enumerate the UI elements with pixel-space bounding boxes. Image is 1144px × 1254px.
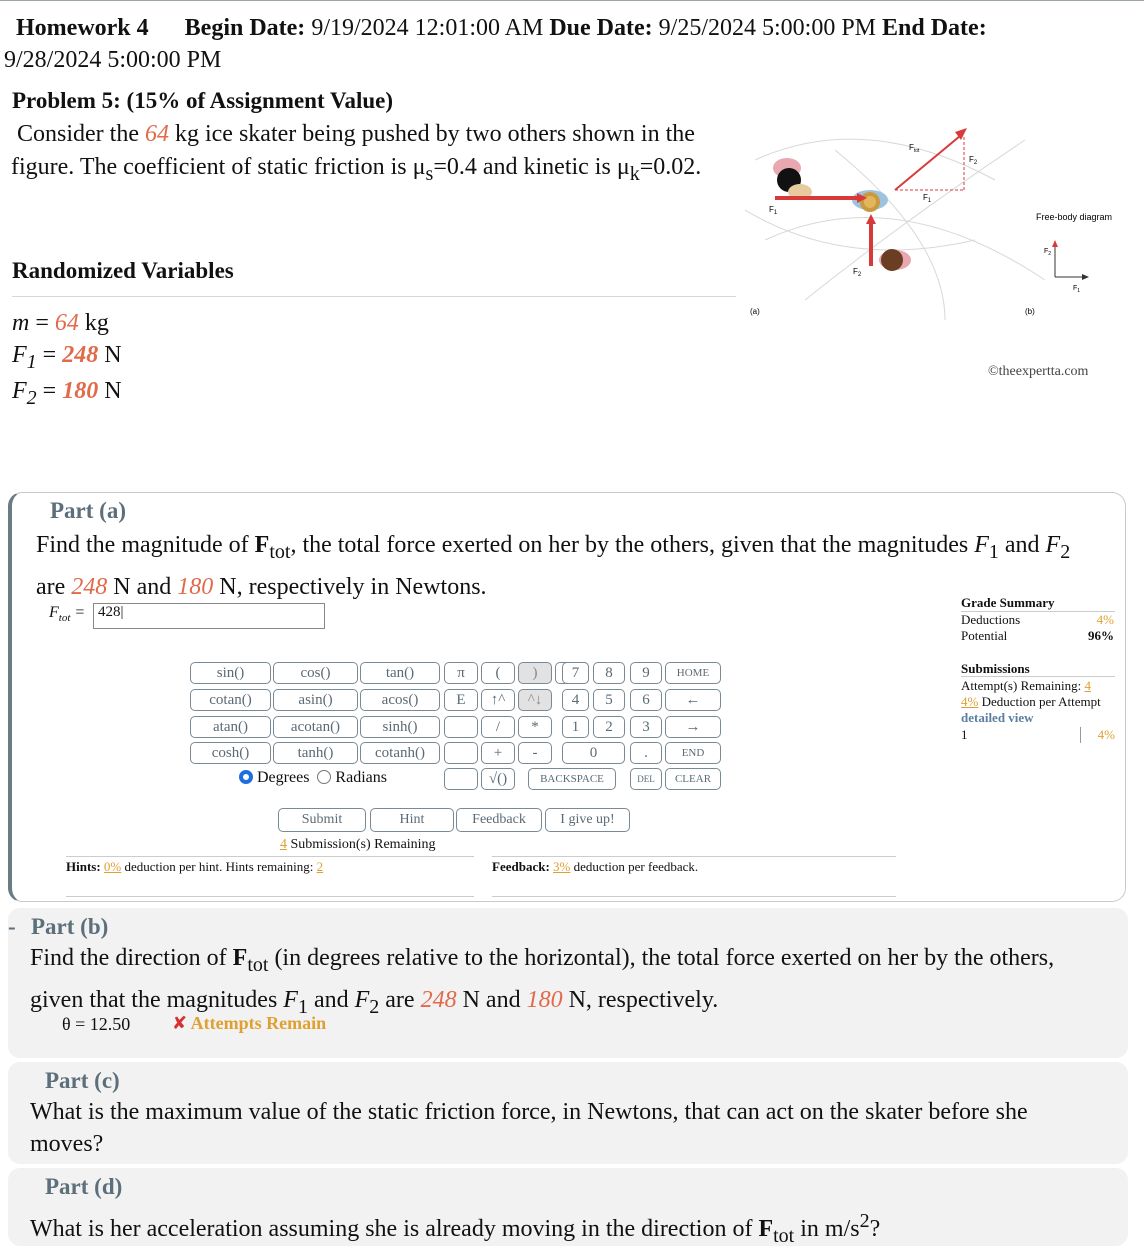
variable-f2: $F_2 = 180$ N <box>12 378 122 409</box>
key-acos[interactable]: acos() <box>360 689 440 711</box>
part-c-question: What is the maximum value of the static friction force, in Newtons, that can act on the skater before she moves? <box>30 1099 1028 1157</box>
key-rparen[interactable]: ) <box>518 662 552 684</box>
radians-radio[interactable] <box>317 770 331 784</box>
key-atan[interactable]: atan() <box>190 716 271 738</box>
divider <box>961 676 1115 677</box>
end-date: 9/28/2024 5:00:00 PM <box>4 47 222 73</box>
key-3[interactable]: 3 <box>630 716 662 738</box>
divider <box>66 856 474 857</box>
top-border <box>0 0 1144 1</box>
variable-m: m = 64 kg <box>12 310 109 336</box>
hints-info: Hints: 0% deduction per hint. Hints remaining: 2 <box>66 859 324 874</box>
key-sin[interactable]: sin() <box>190 662 271 684</box>
key-cos[interactable]: cos() <box>273 662 358 684</box>
key-6[interactable]: 6 <box>630 689 662 711</box>
figure-label-a: (a) <box>750 307 760 316</box>
potential-value: 96% <box>1088 628 1114 643</box>
divider <box>12 296 736 297</box>
key-lparen[interactable]: ( <box>481 662 515 684</box>
deduction-per-attempt: 4% Deduction per Attempt <box>961 694 1101 709</box>
key-blank-2[interactable] <box>444 742 478 764</box>
submissions-remaining: 4 Submission(s) Remaining <box>280 837 436 852</box>
key-2[interactable]: 2 <box>593 716 625 738</box>
key-backspace[interactable]: BACKSPACE <box>528 768 616 790</box>
key-end[interactable]: END <box>665 742 721 764</box>
key-up[interactable]: ↑^ <box>481 689 515 711</box>
key-acotan[interactable]: acotan() <box>273 716 358 738</box>
key-sqrt[interactable]: √() <box>481 768 515 790</box>
label-f2-a: $F_2$ <box>853 267 862 278</box>
key-1[interactable]: 1 <box>562 716 589 738</box>
feedback-info: Feedback: 3% deduction per feedback. <box>492 859 699 874</box>
key-pi[interactable]: π <box>444 662 478 684</box>
key-clear[interactable]: CLEAR <box>665 768 721 790</box>
key-4[interactable]: 4 <box>562 689 589 711</box>
due-date: 9/25/2024 5:00:00 PM <box>658 15 877 41</box>
submit-button[interactable]: Submit <box>278 808 366 832</box>
end-label: End Date: <box>882 15 987 41</box>
feedback-button[interactable]: Feedback <box>456 808 542 832</box>
randomized-variables-title: Randomized Variables <box>12 258 234 283</box>
divider <box>492 856 896 857</box>
fbd-f1: $F_1$ <box>1073 285 1081 294</box>
key-tanh[interactable]: tanh() <box>273 742 358 764</box>
submissions-title: Submissions <box>961 661 1030 676</box>
deductions-label: Deductions <box>961 612 1021 627</box>
fbd-title: Free-body diagram <box>1036 212 1113 222</box>
key-8[interactable]: 8 <box>593 662 625 684</box>
divider <box>492 896 896 897</box>
key-cosh[interactable]: cosh() <box>190 742 271 764</box>
degrees-radio[interactable] <box>239 770 253 784</box>
key-divide[interactable]: / <box>481 716 515 738</box>
label-f1-a: $F_1$ <box>769 205 778 216</box>
part-a-question: Find the magnitude of $F_{tot}$, the total force exerted on her by the others, given that the magnitudes $F_1$ and $F_2$ are 248 N and 180 N, respectively in Newtons. <box>36 532 1071 600</box>
variable-f1: $F_1 = 248$ N <box>12 342 122 373</box>
part-d-question: What is her acceleration assuming she is already moving in the direction of $F_{tot}$ in $m/s^2$? <box>30 1210 881 1247</box>
attempts-remaining: Attempt(s) Remaining: 4 <box>961 678 1091 693</box>
due-label: Due Date: <box>549 15 653 41</box>
key-home[interactable]: HOME <box>665 662 721 684</box>
key-asin[interactable]: asin() <box>273 689 358 711</box>
fbd-f2: $F_2$ <box>1044 248 1052 257</box>
key-plus[interactable]: + <box>481 742 515 764</box>
label-f2-right: $F_2$ <box>969 155 978 166</box>
problem-title: Problem 5: (15% of Assignment Value) <box>12 88 393 113</box>
part-a-title: Part (a) <box>50 498 126 523</box>
deductions-value: 4% <box>1096 612 1114 627</box>
part-d-title: Part (d) <box>45 1174 123 1199</box>
key-cotanh[interactable]: cotanh() <box>360 742 440 764</box>
label-f1-right: $F_1$ <box>923 193 932 204</box>
key-9[interactable]: 9 <box>630 662 662 684</box>
potential-label: Potential <box>961 628 1008 643</box>
figure-label-b: (b) <box>1025 307 1035 316</box>
label-ftot: $F_{tot}$ <box>909 143 920 154</box>
part-b-status: ✘ Attempts Remain <box>172 1013 327 1033</box>
detailed-view-link[interactable]: detailed view <box>961 710 1034 725</box>
key-down[interactable]: ^↓ <box>518 689 552 711</box>
part-b-title: Part (b) <box>31 914 109 939</box>
key-multiply[interactable]: * <box>518 716 552 738</box>
answer-input[interactable]: 428| <box>93 603 325 629</box>
begin-label: Begin Date: <box>184 15 306 41</box>
part-b-answer: θ = 12.50 <box>62 1014 131 1034</box>
key-sinh[interactable]: sinh() <box>360 716 440 738</box>
key-right[interactable]: → <box>665 716 721 738</box>
part-c-title: Part (c) <box>45 1068 120 1093</box>
key-left[interactable]: ← <box>665 689 721 711</box>
assignment-header <box>4 12 1134 76</box>
key-e[interactable]: E <box>444 689 478 711</box>
key-0[interactable]: 0 <box>562 742 625 764</box>
key-dot[interactable]: . <box>630 742 662 764</box>
key-cotan[interactable]: cotan() <box>190 689 271 711</box>
key-tan[interactable]: tan() <box>360 662 440 684</box>
key-blank-3[interactable] <box>444 768 478 790</box>
homework-title: Homework 4 <box>16 15 149 41</box>
x-icon: ✘ <box>172 1013 188 1033</box>
grade-summary-title: Grade Summary <box>961 595 1055 610</box>
key-7[interactable]: 7 <box>562 662 589 684</box>
give-up-button[interactable]: I give up! <box>545 808 630 832</box>
key-5[interactable]: 5 <box>593 689 625 711</box>
problem-text: Consider the 64 kg ice skater being pushed by two others shown in the figure. The coefficient of static friction is $\mu_s=0.4$ and kinetic is $\mu_k=0.02$. <box>11 121 702 185</box>
mass-value: 64 <box>144 121 169 147</box>
key-minus[interactable]: - <box>518 742 552 764</box>
radians-label: Radians <box>335 769 387 786</box>
key-del[interactable]: DEL <box>630 768 662 790</box>
degrees-label: Degrees <box>257 769 310 786</box>
key-blank-1[interactable] <box>444 716 478 738</box>
hint-button[interactable]: Hint <box>370 808 454 832</box>
divider <box>66 896 474 897</box>
skater-illustrations <box>773 158 911 271</box>
attempt-row-deduction: 4% <box>1080 727 1115 743</box>
skater-figure <box>745 120 1125 335</box>
angle-mode <box>239 769 387 787</box>
copyright: ©theexpertta.com <box>988 364 1089 379</box>
part-b-question: Find the direction of $F_{tot}$ (in degrees relative to the horizontal), the total force exerted on her by the others, given that the magnitudes $F_1$ and $F_2$ are 248 N and 180 N, respectively. <box>30 945 1055 1018</box>
begin-date: 9/19/2024 12:01:00 AM <box>311 15 544 41</box>
part-b-collapse[interactable]: - <box>8 914 16 939</box>
answer-label: $F_{tot}$ = <box>49 604 86 625</box>
attempt-row-number: 1 <box>961 727 968 742</box>
